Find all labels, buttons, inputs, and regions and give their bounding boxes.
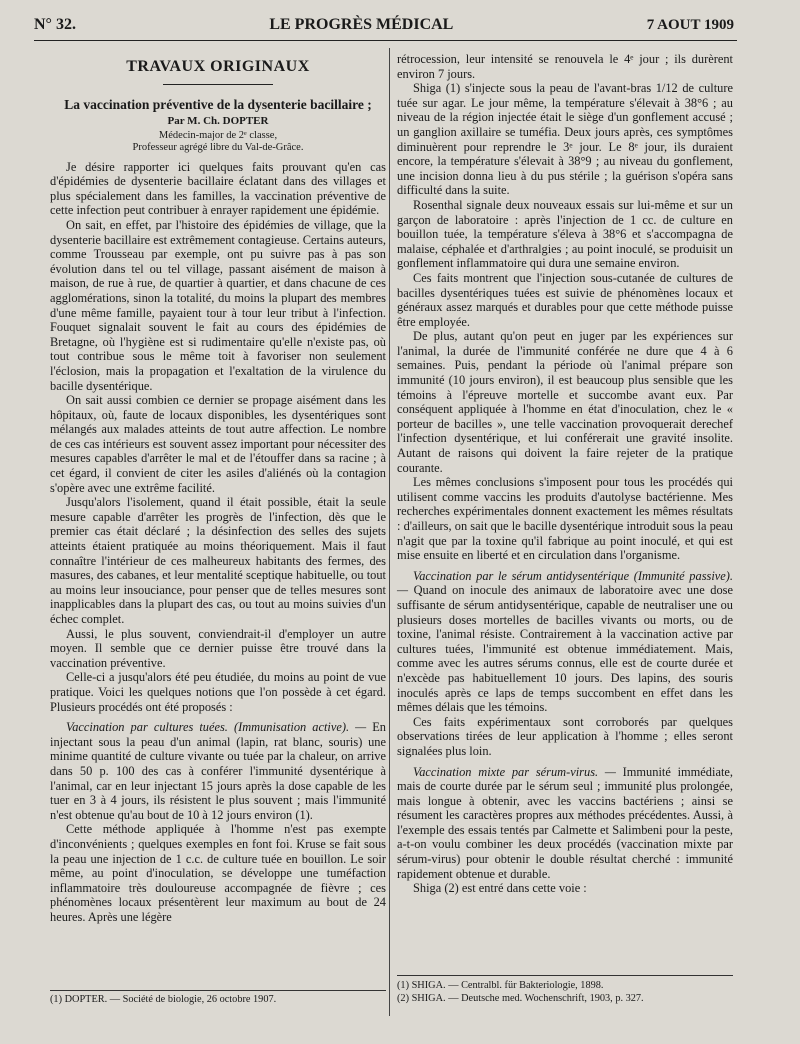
footnote-item: (1) SHIGA. — Centralbl. für Bakteriologie, 1898. [397,980,604,991]
paragraph: Shiga (1) s'injecte sous la peau de l'avant-bras 1/12 de culture tuée sur agar. Le jour même, la température s'élevait à 38°6 ; au niveau de la région injectée était le siège d'un gonflement accusé ; un ganglion axillaire se tuméfia. Deux jours après, ces symptômes diminuèrent pour reprendre le 3ᵉ jour. Le 8ᵉ jour, ils duraient encore, la température s'élevait à 38°9 ; au niveau du gonflement, une incision donna lieu à du pus stérile ; la guérison s'opéra sans difficulté dans la suite. [397,81,733,198]
journal-title: LE PROGRÈS MÉDICAL [269,16,454,33]
subsection-paragraph [50,720,386,822]
section-title: TRAVAUX ORIGINAUX [126,58,310,75]
left-column [50,52,386,924]
subsection-paragraph [397,765,733,882]
paragraph: On sait, en effet, par l'histoire des épidémies de village, que la dysenterie bacillaire est extrêmement contagieuse. Certains auteurs, comme Trousseau par exemple, ont pu suivre pas à pas son évolution dans tel ou tel village, passant aisément de maison à maison, de rue à rue, de quartier à quartier, et dans chacune de ces agglomérations, sinon la totalité, du moins la plupart des membres d'une même famille, payaient tour à tour leur tribut à l'infection. Fouquet signalait souvent le fait au cours des épidémies de Bretagne, où l'hygiène est si rudimentaire qu'elle n'existe pas, où tout contribue sous le même toit à favoriser non seulement l'éclosion, mais la propagation et l'exaltation de la virulence du bacille dysentérique. [50,217,386,393]
issue-number: N° 32. [34,16,76,33]
issue-date: 7 AOUT 1909 [646,17,734,33]
subsection-heading: Vaccination par cultures tuées. (Immunisation active). — [66,720,367,735]
paragraph: De plus, autant qu'on peut en juger par les expériences sur l'animal, la durée de l'immunité conférée ne dure que 4 à 6 semaines. Puis, pendant la période où l'animal prépare son immunité (10 jours environ), il est beaucoup plus sensible que les témoins à l'épreuve mortelle et succombe avant eux. Par conséquent appliquée à l'homme en état d'inoculation, chez le « porteur de bacilles », une telle vaccination provoquerait derechef l'infection dysentérique, et lui conférerait une gravité insolite. Autant de raisons qui doivent la faire rejeter de la pratique courante. [397,329,733,475]
subsection-text: En injectant sous la peau d'un animal (lapin, rat blanc, souris) une minime quantité de culture vivante ou tuée par la chaleur, on arrive dans 50 p. 100 des cas à conférer l'immunité dysentérique à l'animal, car en leur injectant 15 jours après la dose capable de les tuer en 3 à 4 jours, ils résistent le plus souvent ; mais l'immunité n'est obtenue qu'au bout de 10 à 12 jours environ (1). [50,720,386,822]
paragraph: rétrocession, leur intensité se renouvela le 4ᵉ jour ; ils durèrent environ 7 jours. [397,52,733,81]
right-column [397,52,733,896]
paragraph: Je désire rapporter ici quelques faits prouvant qu'en cas d'épidémies de dysenterie bacillaire éclatant dans des villages et plus spécialement dans les familles, la vaccination préventive de cette infection peut contribuer à enrayer rapidement une épidémie. [50,159,386,218]
page-header [34,16,734,38]
paragraph: On sait aussi combien ce dernier se propage aisément dans les hôpitaux, où, faute de locaux disponibles, les dysentériques sont mélangés aux malades atteints de tout autre affection. Le nombre de ces cas intérieurs est souvent assez important pour nécessiter des mesures capables d'arrêter le mal et de l'étouffer dans sa racine ; à cet égard, il convient de citer les asiles d'aliénés où la contagion s'opère avec une extrême facilité. [50,393,386,495]
footnote-rule-left [50,990,386,991]
author-affiliation-2: Professeur agrégé libre du Val-de-Grâce. [132,141,304,153]
section-rule [163,84,273,85]
subsection-heading: Vaccination mixte par sérum-virus. — [413,764,616,779]
header-rule [34,40,737,41]
footnote-rule-right [397,975,733,976]
footnote-left [50,994,386,1006]
paragraph: Celle-ci a jusqu'alors été peu étudiée, du moins au point de vue pratique. Voici les quelques notions que l'on possède à cet égard. Plusieurs procédés ont été proposés : [50,670,386,714]
paragraph: Shiga (2) est entré dans cette voie : [413,881,587,896]
subsection-text: Immunité immédiate, mais de courte durée par le sérum seul ; immunité plus prolongée, mais longue à obtenir, avec les vaccins bactériens ; ainsi se résument les caractères propres aux méthodes précédentes. Aussi, à l'exemple des essais tentés par Calmette et Salimbeni pour la peste, a-t-on voulu combiner les deux procédés (vaccination mixte par sérum-virus) pour obtenir le double résultat cherché : immunité rapidement obtenue et durable. [397,764,733,881]
paragraph: Les mêmes conclusions s'imposent pour tous les procédés qui utilisent comme vaccins les produits d'autolyse bactérienne. Mes recherches expérimentales donnent exactement les mêmes résultats : d'ailleurs, on sait que le bacille dysentérique introduit sous la peau n'agit que par la toxine qu'il fabrique au point inoculé, et qui est mise ensuite en liberté et en circulation dans l'organisme. [397,475,733,563]
paragraph: Cette méthode appliquée à l'homme n'est pas exempte d'inconvénients ; quelques exemples en font foi. Kruse se fait sous la peau une injection de 1 c.c. de culture tuée en bouillon. Le soir même, au point d'inoculation, se développe une tuméfaction inflammatoire très douloureuse accompagnée de fièvre ; ces phénomènes locaux présentèrent leur maximum au bout de 24 heures. Après une légère [50,822,386,924]
footnote-item: (2) SHIGA. — Deutsche med. Wochenschrift, 1903, p. 327. [397,993,644,1004]
column-divider [389,48,390,1016]
paragraph: Jusqu'alors l'isolement, quand il était possible, était la seule mesure capable d'arrêter les progrès de l'infection, dès que le premier cas était déclaré ; la désinfection des selles des sujets atteints étaient pratiquée au moins théoriquement. Mais il faut connaître l'intérieur de ces malheureux habitants des fermes, des masures, des cabanes, et leur mentalité sceptique habituelle, ou tout au moins leur insouciance, pour penser que de telles mesures sont inapplicables dans la plupart des cas, ou tout au moins suivies d'un échec complet. [50,495,386,626]
paragraph: Ces faits montrent que l'injection sous-cutanée de cultures de bacilles dysentériques tuées est suivie de phénomènes locaux et généraux assez marqués et durables pour que cette méthode puisse être employée. [397,270,733,329]
paragraph: Aussi, le plus souvent, conviendrait-il d'employer un autre moyen. Il semble que ce dernier puisse être trouvé dans la vaccination préventive. [50,626,386,670]
footnote-right [397,980,733,1006]
article-author: Par M. Ch. DOPTER [167,115,269,127]
subsection-text: Quand on inocule des animaux de laboratoire avec une dose suffisante de sérum antidysentérique, capable de neutraliser une ou plusieurs doses mortelles de bacilles vivants ou morts, ou de toxine, l'animal résiste. Contrairement à la vaccination active par cultures tuées, l'immunité est obtenue immédiatement. Mais, comme avec les autres sérums connus, elle est de courte durée et n'excède pas habituellement 10 jours. Des lapins, des souris inoculés après ce laps de temps succombent en effet dans les mêmes délais que les témoins. [397,583,733,715]
author-affiliation-1: Médecin-major de 2ᵉ classe, [158,129,278,141]
article-title: La vaccination préventive de la dysenterie bacillaire ; [64,97,372,112]
paragraph: Rosenthal signale deux nouveaux essais sur lui-même et sur un garçon de laboratoire : après l'injection de 1 cc. de culture en bouillon tuée, la température s'éleva à 38°6 et s'accompagna de malaise, céphalée et d'arthralgies ; au point inoculé, se produisit un gonflement inflammatoire qui dura une semaine environ. [397,197,733,271]
footnote-item: (1) DOPTER. — Société de biologie, 26 octobre 1907. [50,994,277,1005]
subsection-heading: Vaccination par le sérum antidysentérique (Immunité passive). — [397,568,733,598]
paragraph: Ces faits expérimentaux sont corroborés par quelques observations tirées de leur application à l'homme ; elles seront signalées plus loin. [397,714,733,758]
subsection-paragraph [397,569,733,715]
